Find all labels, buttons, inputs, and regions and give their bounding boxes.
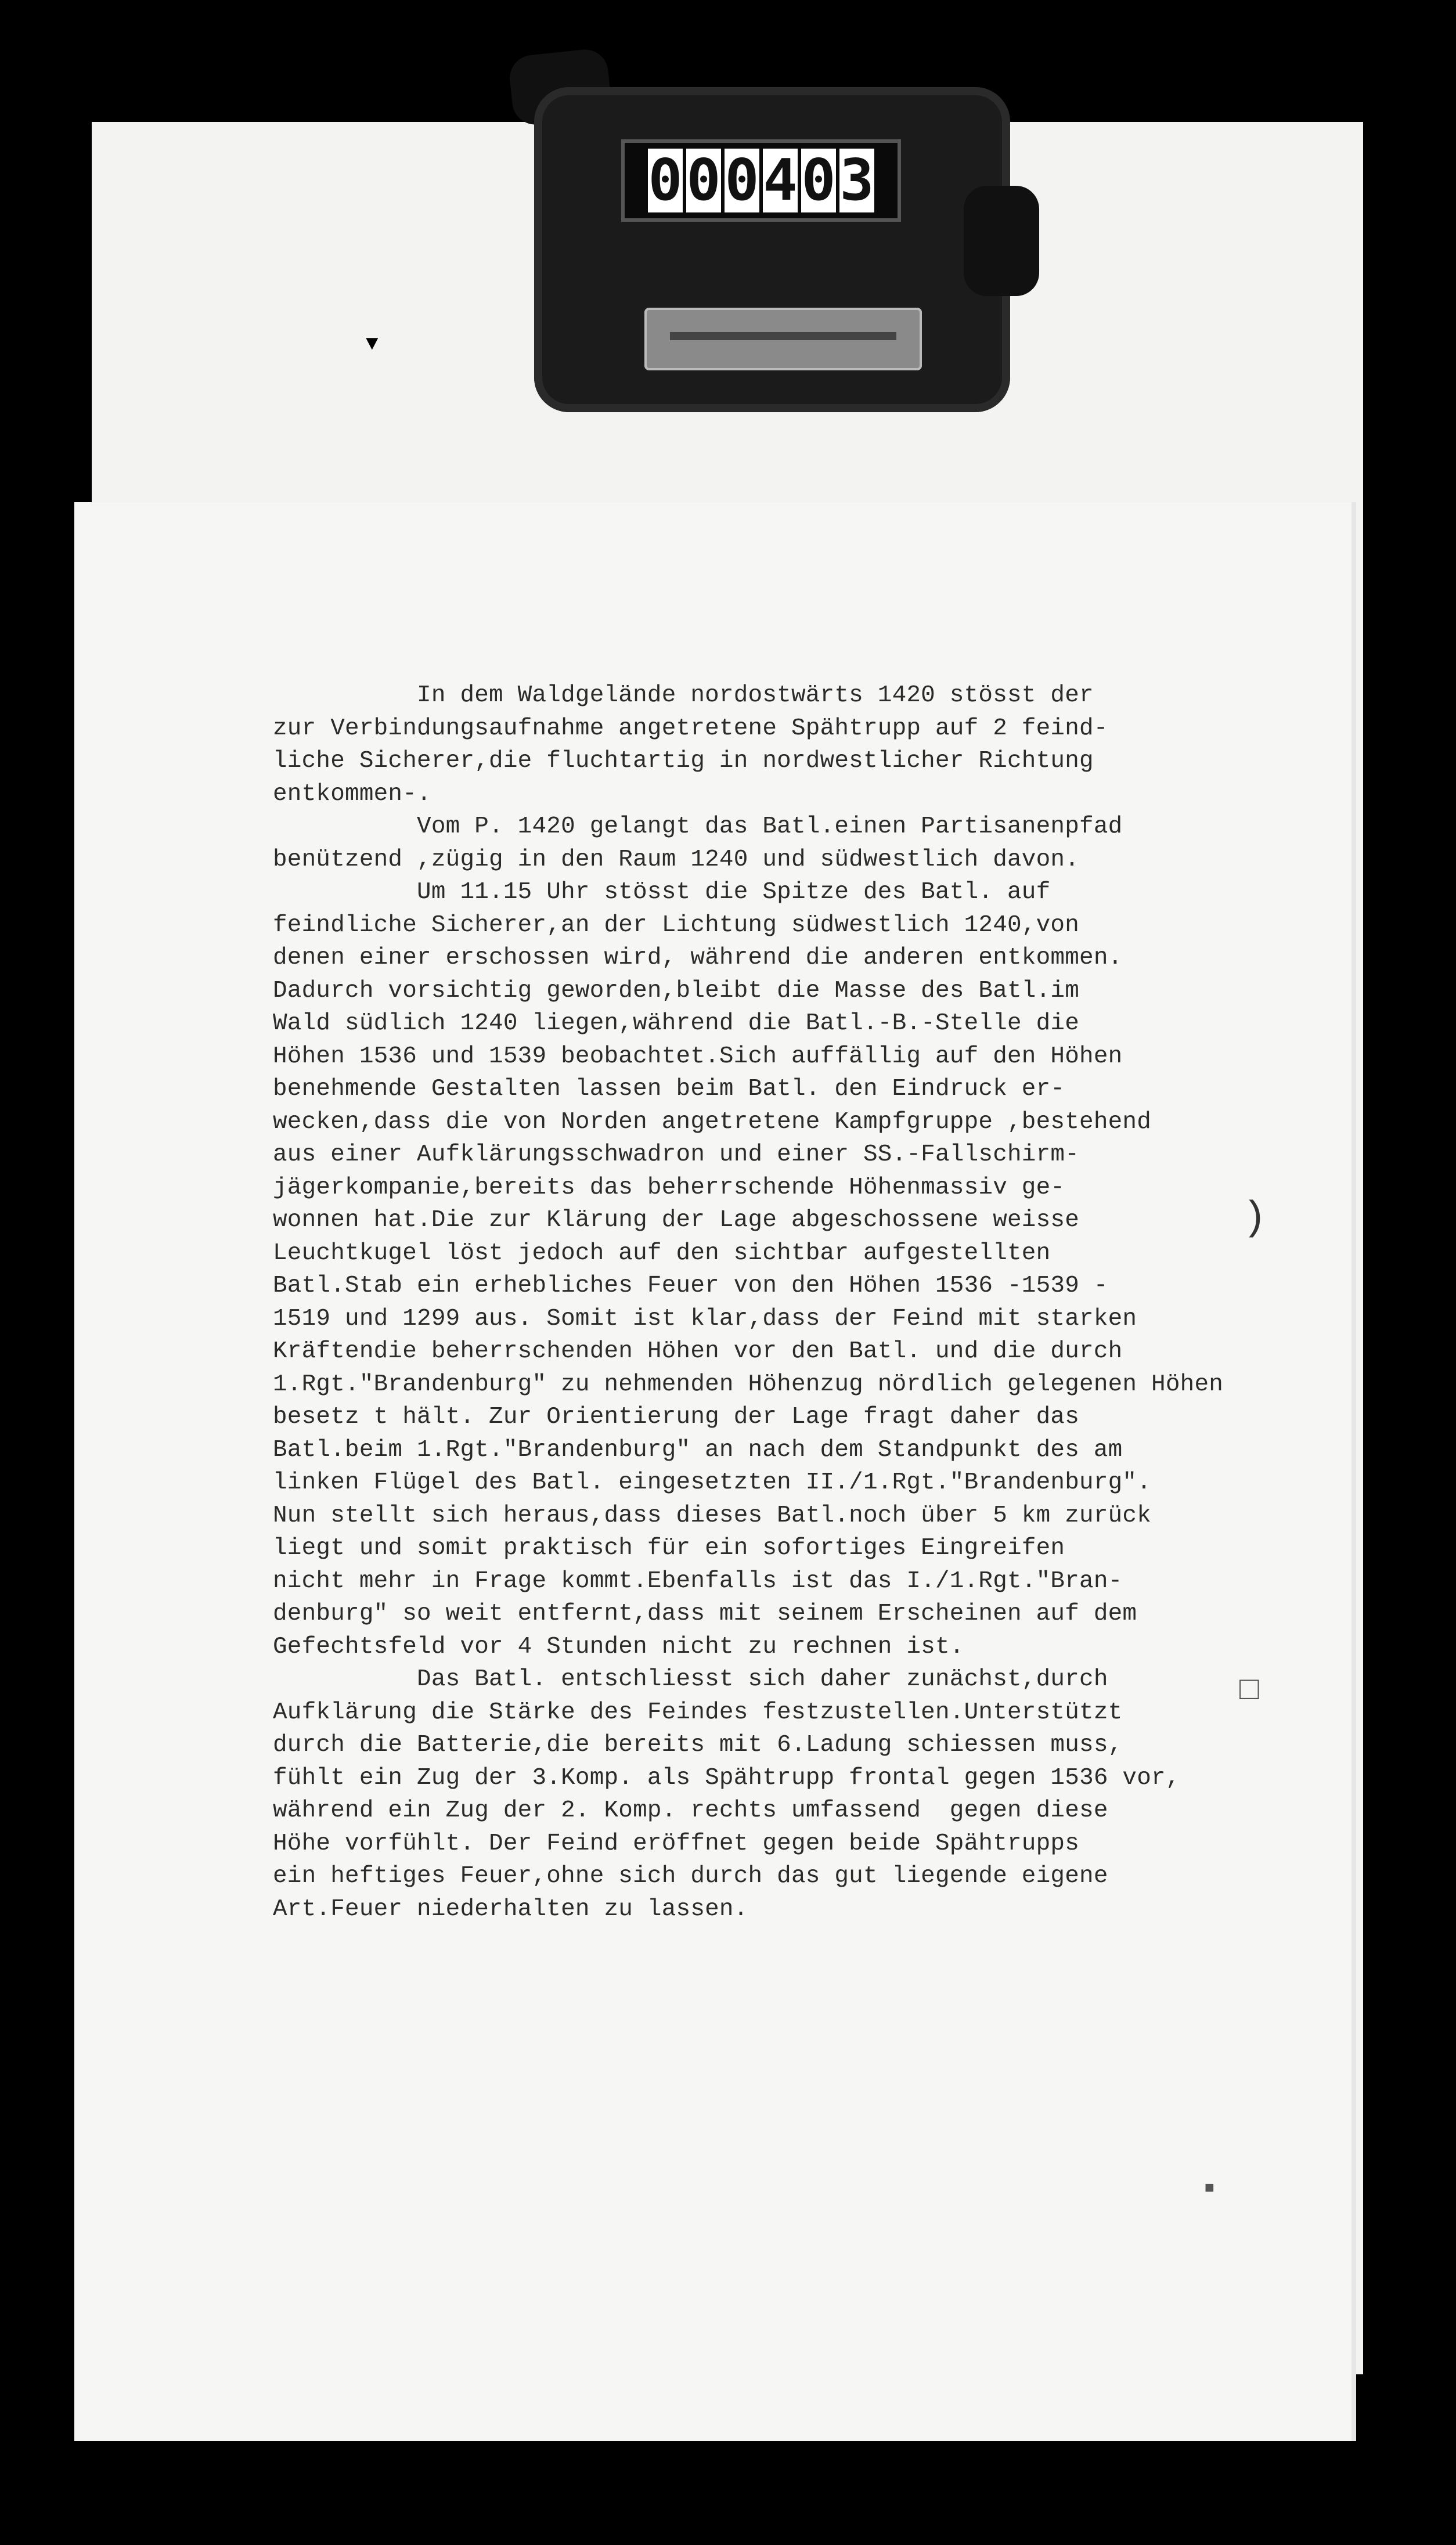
text-line: Dadurch vorsichtig geworden,bleibt die Masse des Batl.im [273,977,1080,1004]
text-line: wonnen hat.Die zur Klärung der Lage abgeschossene weisse [273,1207,1080,1234]
counter-display [621,139,901,222]
text-line: liegt und somit praktisch für ein sofortiges Eingreifen [273,1535,1065,1562]
text-line: Höhe vorfühlt. Der Feind eröffnet gegen beide Spähtrupps [273,1830,1080,1857]
text-line: Nun stellt sich heraus,dass dieses Batl.noch über 5 km zurück [273,1502,1152,1529]
text-line: ein heftiges Feuer,ohne sich durch das gut liegende eigene [273,1863,1108,1890]
text-line: liche Sicherer,die fluchtartig in nordwestlicher Richtung [273,748,1094,774]
text-line: jägerkompanie,bereits das beherrschende Höhenmassiv ge- [273,1174,1065,1201]
text-line: fühlt ein Zug der 3.Komp. als Spähtrupp frontal gegen 1536 vor, [273,1764,1180,1791]
ink-dot: ▼ [366,332,379,356]
counter-digit: 0 [725,147,759,214]
text-line: zur Verbindungsaufnahme angetretene Spähtrupp auf 2 feind- [273,715,1108,742]
text-line: Wald südlich 1240 liegen,während die Batl.-B.-Stelle die [273,1010,1080,1037]
text-line: benehmende Gestalten lassen beim Batl. den Eindruck er- [273,1076,1065,1102]
text-line: entkommen-. [273,780,431,808]
margin-mark: □ [1239,1672,1259,1709]
text-line: Batl.beim 1.Rgt."Brandenburg" an nach dem Standpunkt des am [273,1436,1123,1463]
text-line: Batl.Stab ein erhebliches Feuer von den Höhen 1536 -1539 - [273,1272,1108,1299]
text-line: Aufklärung die Stärke des Feindes festzustellen.Unterstützt [273,1699,1123,1726]
text-line: Art.Feuer niederhalten zu lassen. [273,1895,748,1923]
text-line: Um 11.15 Uhr stösst die Spitze des Batl. auf [273,879,1051,906]
counter-digit: 3 [839,147,874,214]
text-line: während ein Zug der 2. Komp. rechts umfassend gegen diese [273,1797,1108,1824]
margin-bracket-mark: ) [1242,1196,1267,1242]
text-line: nicht mehr in Frage kommt.Ebenfalls ist das I./1.Rgt."Bran- [273,1567,1123,1595]
text-line: aus einer Aufklärungsschwadron und einer SS.-Fallschirm- [273,1141,1080,1168]
counter-nameplate [644,308,922,370]
ink-dot: ■ [1205,2180,1214,2198]
text-line: wecken,dass die von Norden angetretene Kampfgruppe ,bestehend [273,1108,1152,1135]
text-line: Vom P. 1420 gelangt das Batl.einen Partisanenpfad [273,813,1123,840]
text-line: denen einer erschossen wird, während die anderen entkommen. [273,945,1123,971]
counter-digit: 0 [801,147,836,214]
typed-text-body [273,679,1271,1926]
counter-digit: 4 [763,147,798,214]
counter-digit: 0 [648,147,683,214]
text-line: linken Flügel des Batl. eingesetzten II./1.Rgt."Brandenburg". [273,1469,1152,1496]
text-line: Das Batl. entschliesst sich daher zunächst,durch [273,1666,1108,1693]
text-line: 1.Rgt."Brandenburg" zu nehmenden Höhenzug nördlich gelegenen Höhen [273,1371,1224,1398]
text-line: besetz t hält. Zur Orientierung der Lage fragt daher das [273,1404,1080,1430]
text-line: 1519 und 1299 aus. Somit ist klar,dass der Feind mit starken [273,1305,1137,1332]
frame-counter-device [511,52,1039,424]
text-line: Leuchtkugel löst jedoch auf den sichtbar aufgestellten [273,1239,1051,1267]
text-line: benützend ,zügig in den Raum 1240 und südwestlich davon. [273,846,1080,873]
text-line: Gefechtsfeld vor 4 Stunden nicht zu rechnen ist. [273,1633,964,1660]
text-line: denburg" so weit entfernt,dass mit seinem Erscheinen auf dem [273,1600,1137,1627]
counter-digit: 0 [686,147,721,214]
text-line: Kräftendie beherrschenden Höhen vor den Batl. und die durch [273,1338,1123,1365]
text-line: Höhen 1536 und 1539 beobachtet.Sich auffällig auf den Höhen [273,1043,1123,1070]
counter-knob [964,186,1039,296]
text-line: In dem Waldgelände nordostwärts 1420 stösst der [273,682,1094,709]
text-line: durch die Batterie,die bereits mit 6.Ladung schiessen muss, [273,1732,1123,1758]
text-line: feindliche Sicherer,an der Lichtung südwestlich 1240,von [273,911,1080,939]
